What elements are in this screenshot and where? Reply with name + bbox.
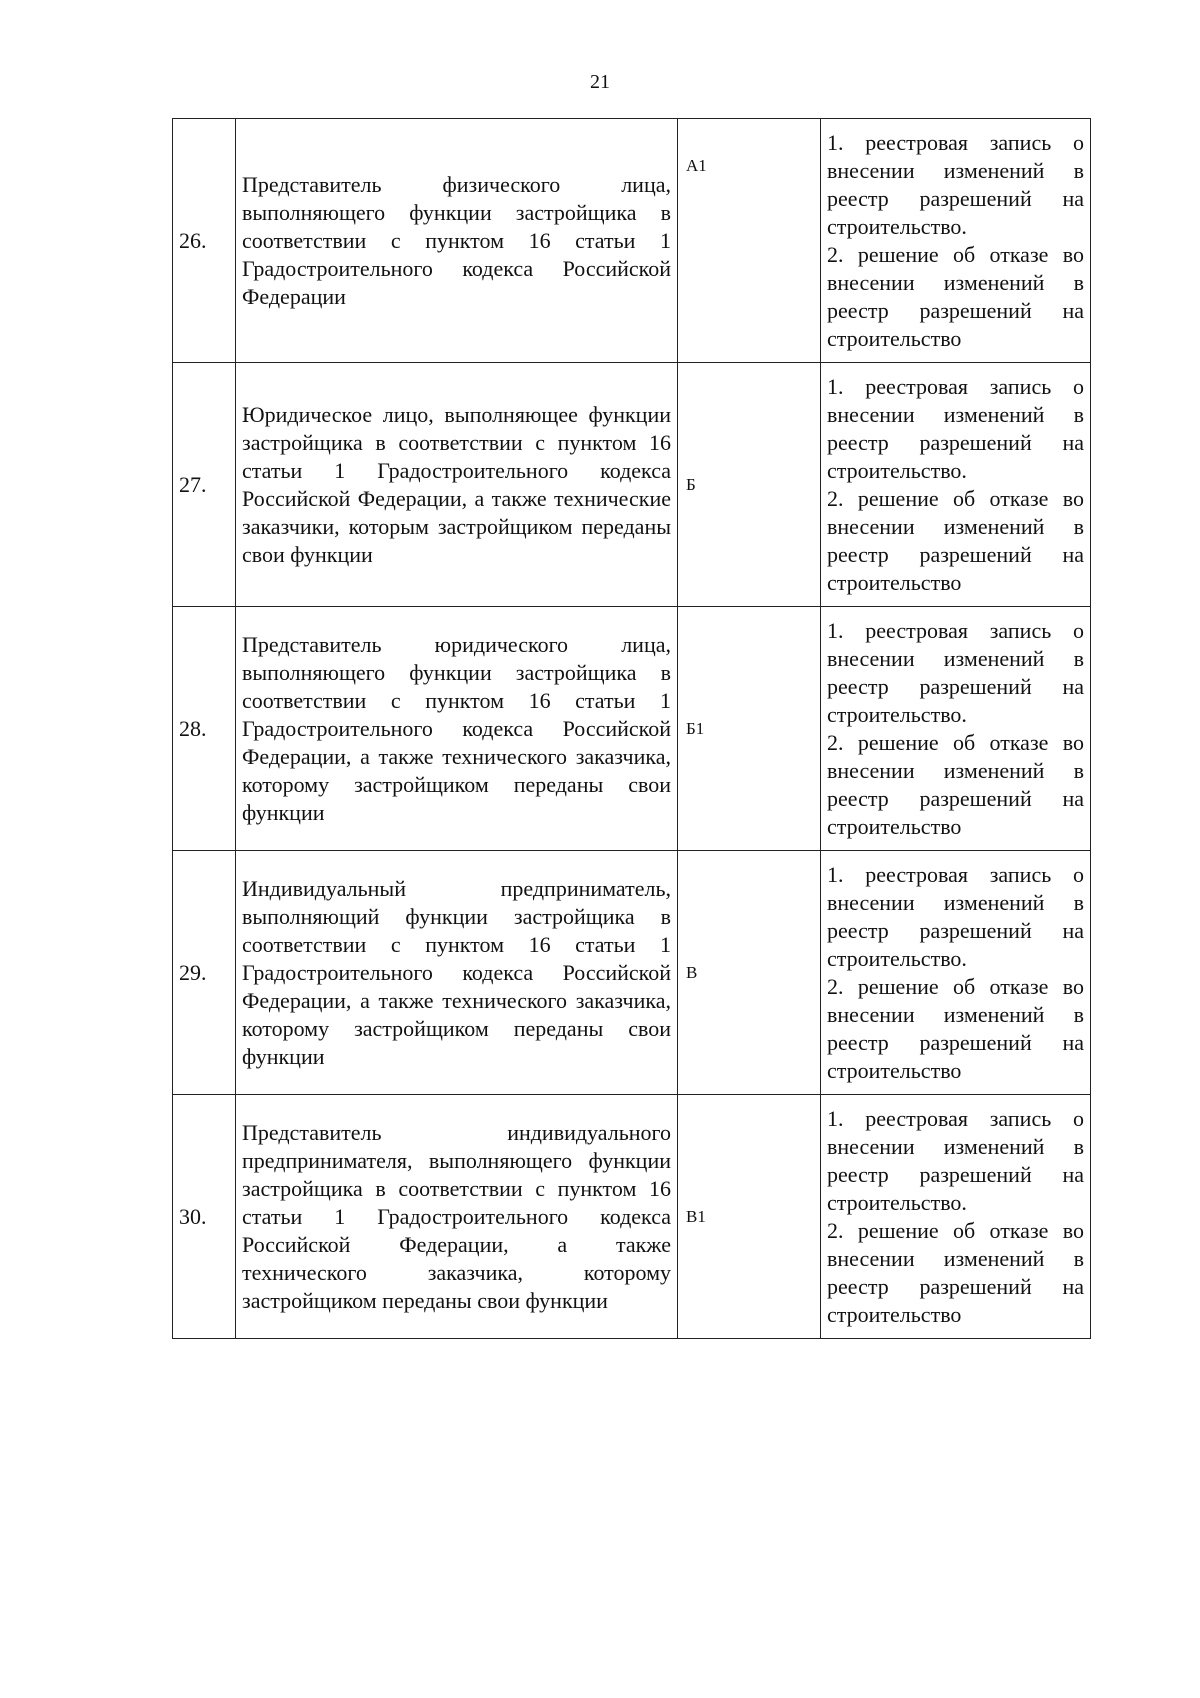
variants-table	[172, 118, 1091, 1339]
result-line: реестр разрешений на	[827, 917, 1084, 943]
variant-code: Б1	[678, 607, 821, 851]
applicant-category: Представитель индивидуального предпринимателя, выполняющего функции застройщика в соответствии с пунктом 16 статьи 1 Градостроительного кодекса Российской Федерации, а также технического заказчика, которому застройщиком переданы свои функции	[236, 1095, 678, 1339]
result-description	[821, 1095, 1091, 1339]
result-line: внесении изменений в	[827, 157, 1084, 183]
result-line: строительство.	[827, 945, 967, 971]
result-line: 2. решение об отказе во	[827, 729, 1084, 755]
result-line: реестр разрешений на	[827, 1029, 1084, 1055]
row-number: 28.	[173, 607, 236, 851]
variant-code: В1	[678, 1095, 821, 1339]
result-description	[821, 119, 1091, 363]
result-line: реестр разрешений на	[827, 429, 1084, 455]
result-line: реестр разрешений на	[827, 673, 1084, 699]
result-line: 1. реестровая запись о	[827, 1105, 1084, 1131]
result-line: строительство.	[827, 1189, 967, 1215]
applicant-category: Представитель физического лица, выполняющего функции застройщика в соответствии с пунктом 16 статьи 1 Градостроительного кодекса Российской Федерации	[236, 119, 678, 363]
result-line: реестр разрешений на	[827, 541, 1084, 567]
result-line: реестр разрешений на	[827, 185, 1084, 211]
result-line: внесении изменений в	[827, 645, 1084, 671]
result-description	[821, 851, 1091, 1095]
result-line: внесении изменений в	[827, 889, 1084, 915]
table-row	[173, 363, 1091, 607]
variant-code: В	[678, 851, 821, 1095]
result-line: реестр разрешений на	[827, 297, 1084, 323]
result-line: 1. реестровая запись о	[827, 373, 1084, 399]
page-number: 21	[590, 71, 610, 93]
row-number: 30.	[173, 1095, 236, 1339]
result-line: реестр разрешений на	[827, 785, 1084, 811]
table-row	[173, 119, 1091, 363]
variant-code: А1	[678, 119, 821, 363]
applicant-category: Индивидуальный предприниматель, выполняющий функции застройщика в соответствии с пунктом 16 статьи 1 Градостроительного кодекса Российской Федерации, а также технического заказчика, которому застройщиком переданы свои функции	[236, 851, 678, 1095]
result-line: строительство	[827, 1301, 962, 1327]
result-line: 1. реестровая запись о	[827, 617, 1084, 643]
result-line: внесении изменений в	[827, 757, 1084, 783]
result-line: строительство	[827, 813, 962, 839]
result-line: внесении изменений в	[827, 269, 1084, 295]
table-row	[173, 851, 1091, 1095]
variant-code: Б	[678, 363, 821, 607]
row-number: 29.	[173, 851, 236, 1095]
result-line: 2. решение об отказе во	[827, 973, 1084, 999]
table-row	[173, 607, 1091, 851]
result-line: 1. реестровая запись о	[827, 861, 1084, 887]
result-line: 2. решение об отказе во	[827, 1217, 1084, 1243]
result-line: реестр разрешений на	[827, 1161, 1084, 1187]
result-line: строительство.	[827, 457, 967, 483]
applicant-category: Юридическое лицо, выполняющее функции застройщика в соответствии с пунктом 16 статьи 1 Градостроительного кодекса Российской Федерации, а также технические заказчики, которым застройщиком переданы свои функции	[236, 363, 678, 607]
row-number: 26.	[173, 119, 236, 363]
table-row	[173, 1095, 1091, 1339]
row-number: 27.	[173, 363, 236, 607]
result-line: строительство.	[827, 213, 967, 239]
result-line: строительство	[827, 569, 962, 595]
applicant-category: Представитель юридического лица, выполняющего функции застройщика в соответствии с пунктом 16 статьи 1 Градостроительного кодекса Российской Федерации, а также технического заказчика, которому застройщиком переданы свои функции	[236, 607, 678, 851]
result-line: строительство	[827, 1057, 962, 1083]
result-line: внесении изменений в	[827, 401, 1084, 427]
result-line: 1. реестровая запись о	[827, 129, 1084, 155]
result-description	[821, 607, 1091, 851]
result-line: внесении изменений в	[827, 1001, 1084, 1027]
result-line: внесении изменений в	[827, 1245, 1084, 1271]
result-line: внесении изменений в	[827, 1133, 1084, 1159]
result-line: 2. решение об отказе во	[827, 241, 1084, 267]
result-line: 2. решение об отказе во	[827, 485, 1084, 511]
result-line: реестр разрешений на	[827, 1273, 1084, 1299]
result-line: строительство	[827, 325, 962, 351]
result-line: строительство.	[827, 701, 967, 727]
result-line: внесении изменений в	[827, 513, 1084, 539]
result-description	[821, 363, 1091, 607]
